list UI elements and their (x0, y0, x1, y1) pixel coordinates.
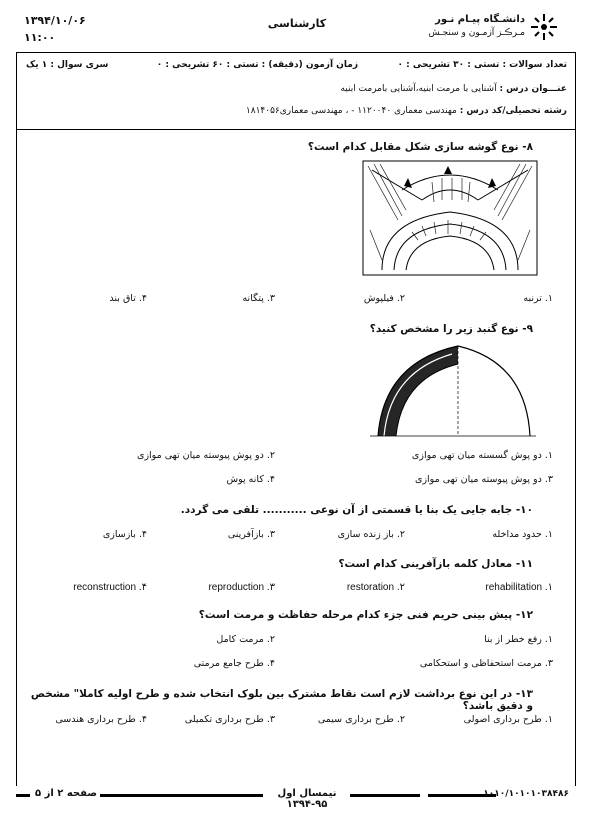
field-label: رشته تحصیلی/کد درس : (459, 106, 567, 116)
footer-rule-center-left (100, 794, 263, 797)
q8-option-4[interactable]: ۴. تاق بند (109, 293, 147, 304)
q13-option-1[interactable]: ۱. طرح برداری اصولی (463, 714, 553, 725)
question-8-text: نوع گوشه سازی شکل مقابل کدام است؟ (307, 141, 519, 153)
q12-option-3[interactable]: ۳. مرمت استحفاظی و استحکامی (419, 658, 553, 669)
footer-rule-center-right (350, 794, 420, 797)
q8-option-2[interactable]: ۲. فیلپوش (363, 293, 405, 304)
course-title (340, 84, 567, 94)
question-13 (24, 688, 533, 712)
q10-option-1[interactable]: ۱. حدود مداخله (492, 529, 553, 540)
exam-time: ۱۱:۰۰ (24, 31, 56, 44)
question-10 (40, 504, 533, 516)
question-8-number: ۸- (522, 141, 533, 153)
squinch-figure (362, 160, 538, 276)
university-logo-icon (529, 12, 559, 42)
q12-option-1[interactable]: ۱. رفع خطر از بنا (484, 634, 553, 645)
question-11-text: معادل کلمه بازآفرینی کدام است؟ (338, 558, 513, 570)
dome-figure (370, 340, 536, 440)
q13-option-4[interactable]: ۴. طرح برداری هندسی (55, 714, 147, 725)
q8-option-1[interactable]: ۱. ترنبه (523, 293, 553, 304)
question-series: سری سوال : ۱ یک (26, 60, 109, 70)
q11-option-2[interactable]: restoration .۲ (346, 582, 405, 593)
field-value: مهندسی معماری ۱۱۲۰۰۴۰ - ، مهندسی معماری۱۸۱۴۰۵۶ (245, 106, 457, 116)
footer-code: ۱۰۱۰/۱۰۱۰۱۰۳۸۴۸۶ (483, 789, 569, 799)
question-12 (40, 609, 533, 621)
footer-page-number: صفحه ۲ از ۵ (35, 788, 97, 799)
question-11 (40, 558, 533, 570)
q9-option-3[interactable]: ۳. دو پوش پیوسته میان تهی موازی (415, 474, 553, 485)
q9-option-4[interactable]: ۴. کانه پوش (226, 474, 275, 485)
question-9-number: ۹- (522, 323, 533, 335)
question-11-number: ۱۱- (515, 558, 533, 570)
q12-option-4[interactable]: ۴. طرح جامع مرمتی (193, 658, 275, 669)
question-9-text: نوع گنبد زیر را مشخص کنید؟ (369, 323, 519, 335)
q12-option-2[interactable]: ۲. مرمت کامل (216, 634, 275, 645)
question-12-number: ۱۲- (515, 609, 533, 621)
q10-option-4[interactable]: ۴. بازسازی (102, 529, 147, 540)
exam-duration: زمان آزمون (دقیقه) : تستی : ۶۰ تشریحی : ۰ (156, 60, 358, 70)
q11-option-1[interactable]: rehabilitation .۱ (485, 582, 553, 593)
footer-term: نیمسال اول ۹۵-۱۳۹۴ (277, 788, 337, 810)
university-sub: مـرڪـز آزمـون و سنجـش (428, 28, 525, 38)
university-name: دانشـگاه پیـام نـور (435, 14, 525, 25)
q10-option-2[interactable]: ۲. باز زنده سازی (337, 529, 405, 540)
q11-option-3[interactable]: reproduction .۳ (208, 582, 275, 593)
q13-option-2[interactable]: ۲. طرح برداری سیمی (317, 714, 405, 725)
q8-option-3[interactable]: ۳. پتگانه (242, 293, 275, 304)
question-count: تعداد سوالات : تستی : ۳۰ تشریحی : ۰ (397, 60, 567, 70)
footer-rule-left (16, 794, 30, 797)
question-12-text: پیش بینی حریم فنی جزء کدام مرحله حفاظت و مرمت است؟ (198, 609, 513, 621)
field-of-study (246, 106, 567, 116)
q9-option-1[interactable]: ۱. دو پوش گسسته میان تهی موازی (411, 450, 553, 461)
q10-option-3[interactable]: ۳. بازآفرینی (227, 529, 275, 540)
question-9 (40, 323, 533, 335)
exam-date: ۱۳۹۴/۱۰/۰۶ (24, 14, 86, 27)
question-8 (40, 141, 533, 153)
q11-option-4[interactable]: reconstruction .۴ (73, 582, 147, 593)
question-13-number: ۱۳- (515, 688, 533, 700)
course-title-value: آشنایی با مرمت ابنیه،آشنایی بامرمت ابنیه (340, 84, 497, 94)
q9-option-2[interactable]: ۲. دو پوش پیوسته میان تهی موازی (137, 450, 275, 461)
q13-option-3[interactable]: ۳. طرح برداری تکمیلی (184, 714, 275, 725)
course-title-label: عنـــوان درس : (499, 84, 567, 94)
question-10-text: جابه جایی یک بنا یا قسمتی از آن نوعی ........... تلقی می گردد. (180, 504, 513, 516)
question-10-number: ۱۰- (515, 504, 533, 516)
question-13-text: در این نوع برداشت لازم است نقاط مشترک بین بلوک انتخاب شده و طرح اولیه کاملا" مشخص و دقیق باشد؟ (30, 688, 533, 712)
center-title: کارشناسی (267, 17, 327, 30)
